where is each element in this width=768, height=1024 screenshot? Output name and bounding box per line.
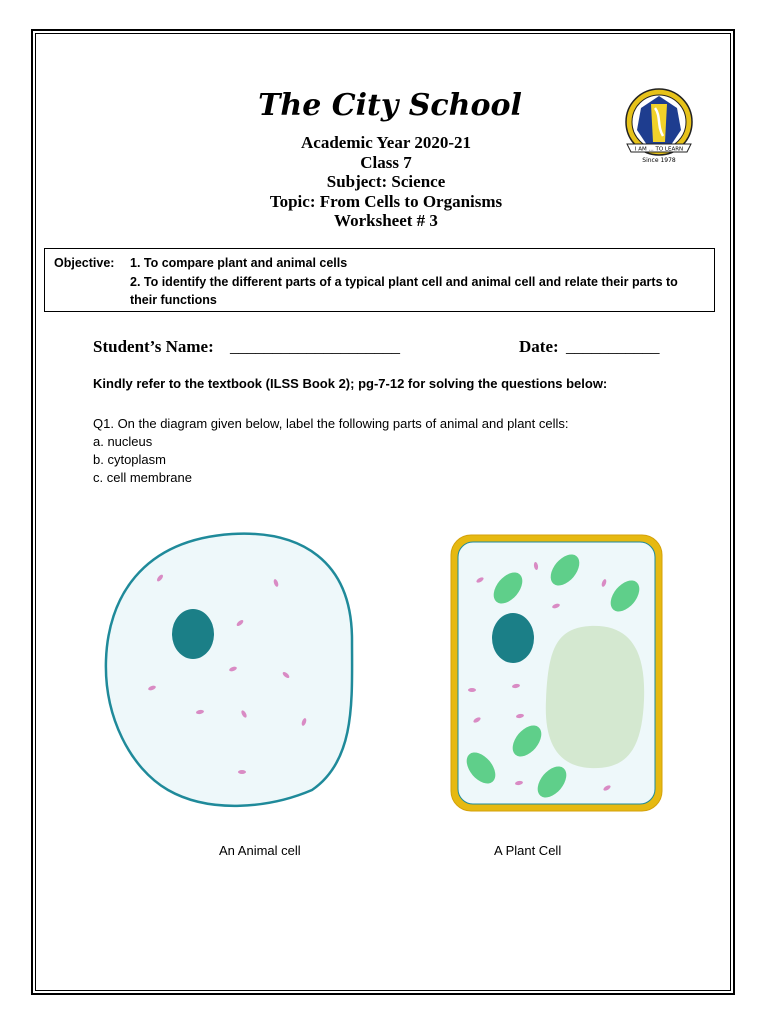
header-block [220,133,552,231]
worksheet-line: Worksheet # 3 [334,211,438,230]
student-name-field[interactable]: ____________________ [230,337,400,356]
animal-cell-caption: An Animal cell [219,843,301,858]
question-text: Q1. On the diagram given below, label the following parts of animal and plant cells: [93,416,569,431]
objective-item-2: 2. To identify the different parts of a typical plant cell and animal cell and relate their parts to their functions [130,275,678,307]
objective-item-1: 1. To compare plant and animal cells [130,256,348,270]
subject-line: Subject: Science [326,172,446,191]
cell-diagrams [0,520,768,830]
student-name-label: Student’s Name: [93,337,214,356]
animal-cell-membrane[interactable] [106,534,352,806]
logo-motto: I AM ... TO LEARN [634,146,684,153]
part-nucleus: a. nucleus [93,434,153,449]
class-line: Class 7 [360,152,412,172]
animal-cell-diagram [106,534,352,806]
plant-vacuole[interactable] [546,626,644,768]
instruction-text: Kindly refer to the textbook (ILSS Book 2); pg-7-12 for solving the questions below: [93,376,608,391]
objective-label: Objective: [54,256,115,270]
academic-year: Academic Year 2020-21 [301,133,471,152]
school-name: The City School [258,88,522,123]
date-label: Date: [519,337,559,356]
question-block [93,415,693,487]
date-field[interactable]: ___________ [566,337,660,356]
part-cell-membrane: c. cell membrane [93,470,192,485]
animal-nucleus[interactable] [172,609,214,659]
plant-cell-caption: A Plant Cell [494,843,562,858]
plant-nucleus[interactable] [492,613,534,663]
school-logo [621,86,701,176]
part-cytoplasm: b. cytoplasm [93,452,166,467]
topic-line: Topic: From Cells to Organisms [269,191,503,211]
plant-cell-diagram [451,535,662,811]
objective-box [44,248,715,312]
logo-since: Since 1978 [642,157,676,164]
